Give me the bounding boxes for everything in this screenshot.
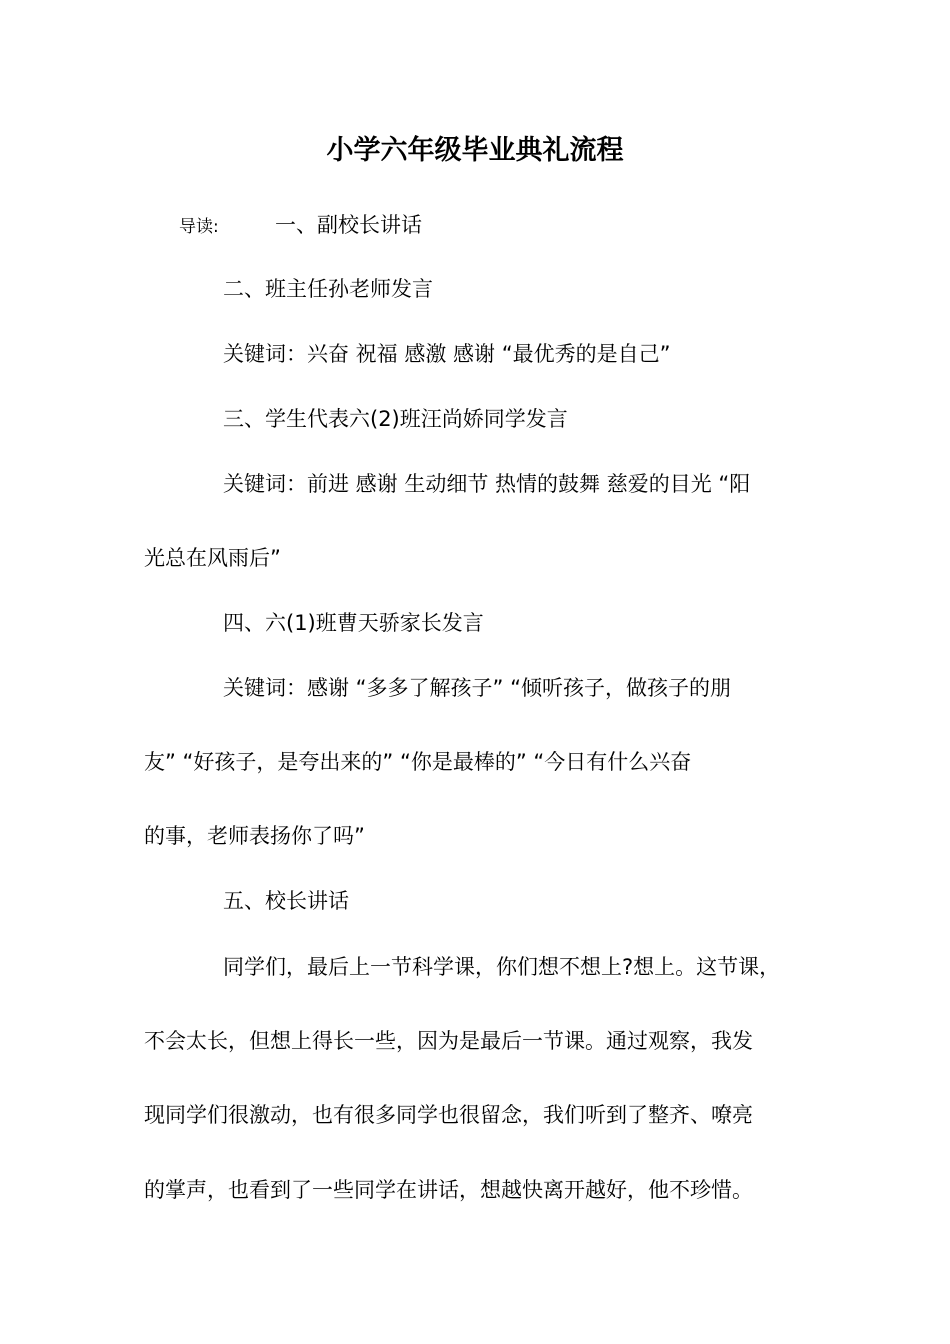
body-paragraph-cont: 的掌声，也看到了一些同学在讲话，想越快离开越好，他不珍惜。 (144, 1178, 753, 1202)
body-paragraph-cont: 现同学们很激动，也有很多同学也很留念，我们听到了整齐、嘹亮 (144, 1103, 753, 1127)
keywords-paragraph: 关键词：前进 感谢 生动细节 热情的鼓舞 慈爱的目光 “阳 (223, 472, 751, 496)
section-heading-3: 三、学生代表六(2)班汪尚娇同学发言 (223, 407, 568, 431)
section-heading-5: 五、校长讲话 (223, 889, 349, 913)
section-heading-2: 二、班主任孙老师发言 (223, 277, 433, 301)
keywords-paragraph: 关键词：兴奋 祝福 感激 感谢 “最优秀的是自己” (223, 342, 671, 366)
section-heading-4: 四、六(1)班曹天骄家长发言 (223, 611, 484, 635)
keywords-paragraph-cont: 光总在风雨后” (144, 546, 281, 570)
keywords-paragraph: 关键词：感谢 “多多了解孩子” “倾听孩子，做孩子的朋 (223, 676, 731, 700)
intro-label: 导读: (179, 217, 219, 237)
section-heading-1: 一、副校长讲话 (275, 213, 422, 237)
body-paragraph-cont: 不会太长，但想上得长一些，因为是最后一节课。通过观察，我发 (144, 1029, 753, 1053)
keywords-paragraph-cont: 友” “好孩子，是夸出来的” “你是最棒的” “今日有什么兴奋 (144, 750, 692, 774)
body-paragraph: 同学们，最后上一节科学课，你们想不想上?想上。这节课， (223, 955, 781, 979)
keywords-paragraph-cont: 的事，老师表扬你了吗” (144, 824, 365, 848)
document-title: 小学六年级毕业典礼流程 (326, 135, 624, 166)
